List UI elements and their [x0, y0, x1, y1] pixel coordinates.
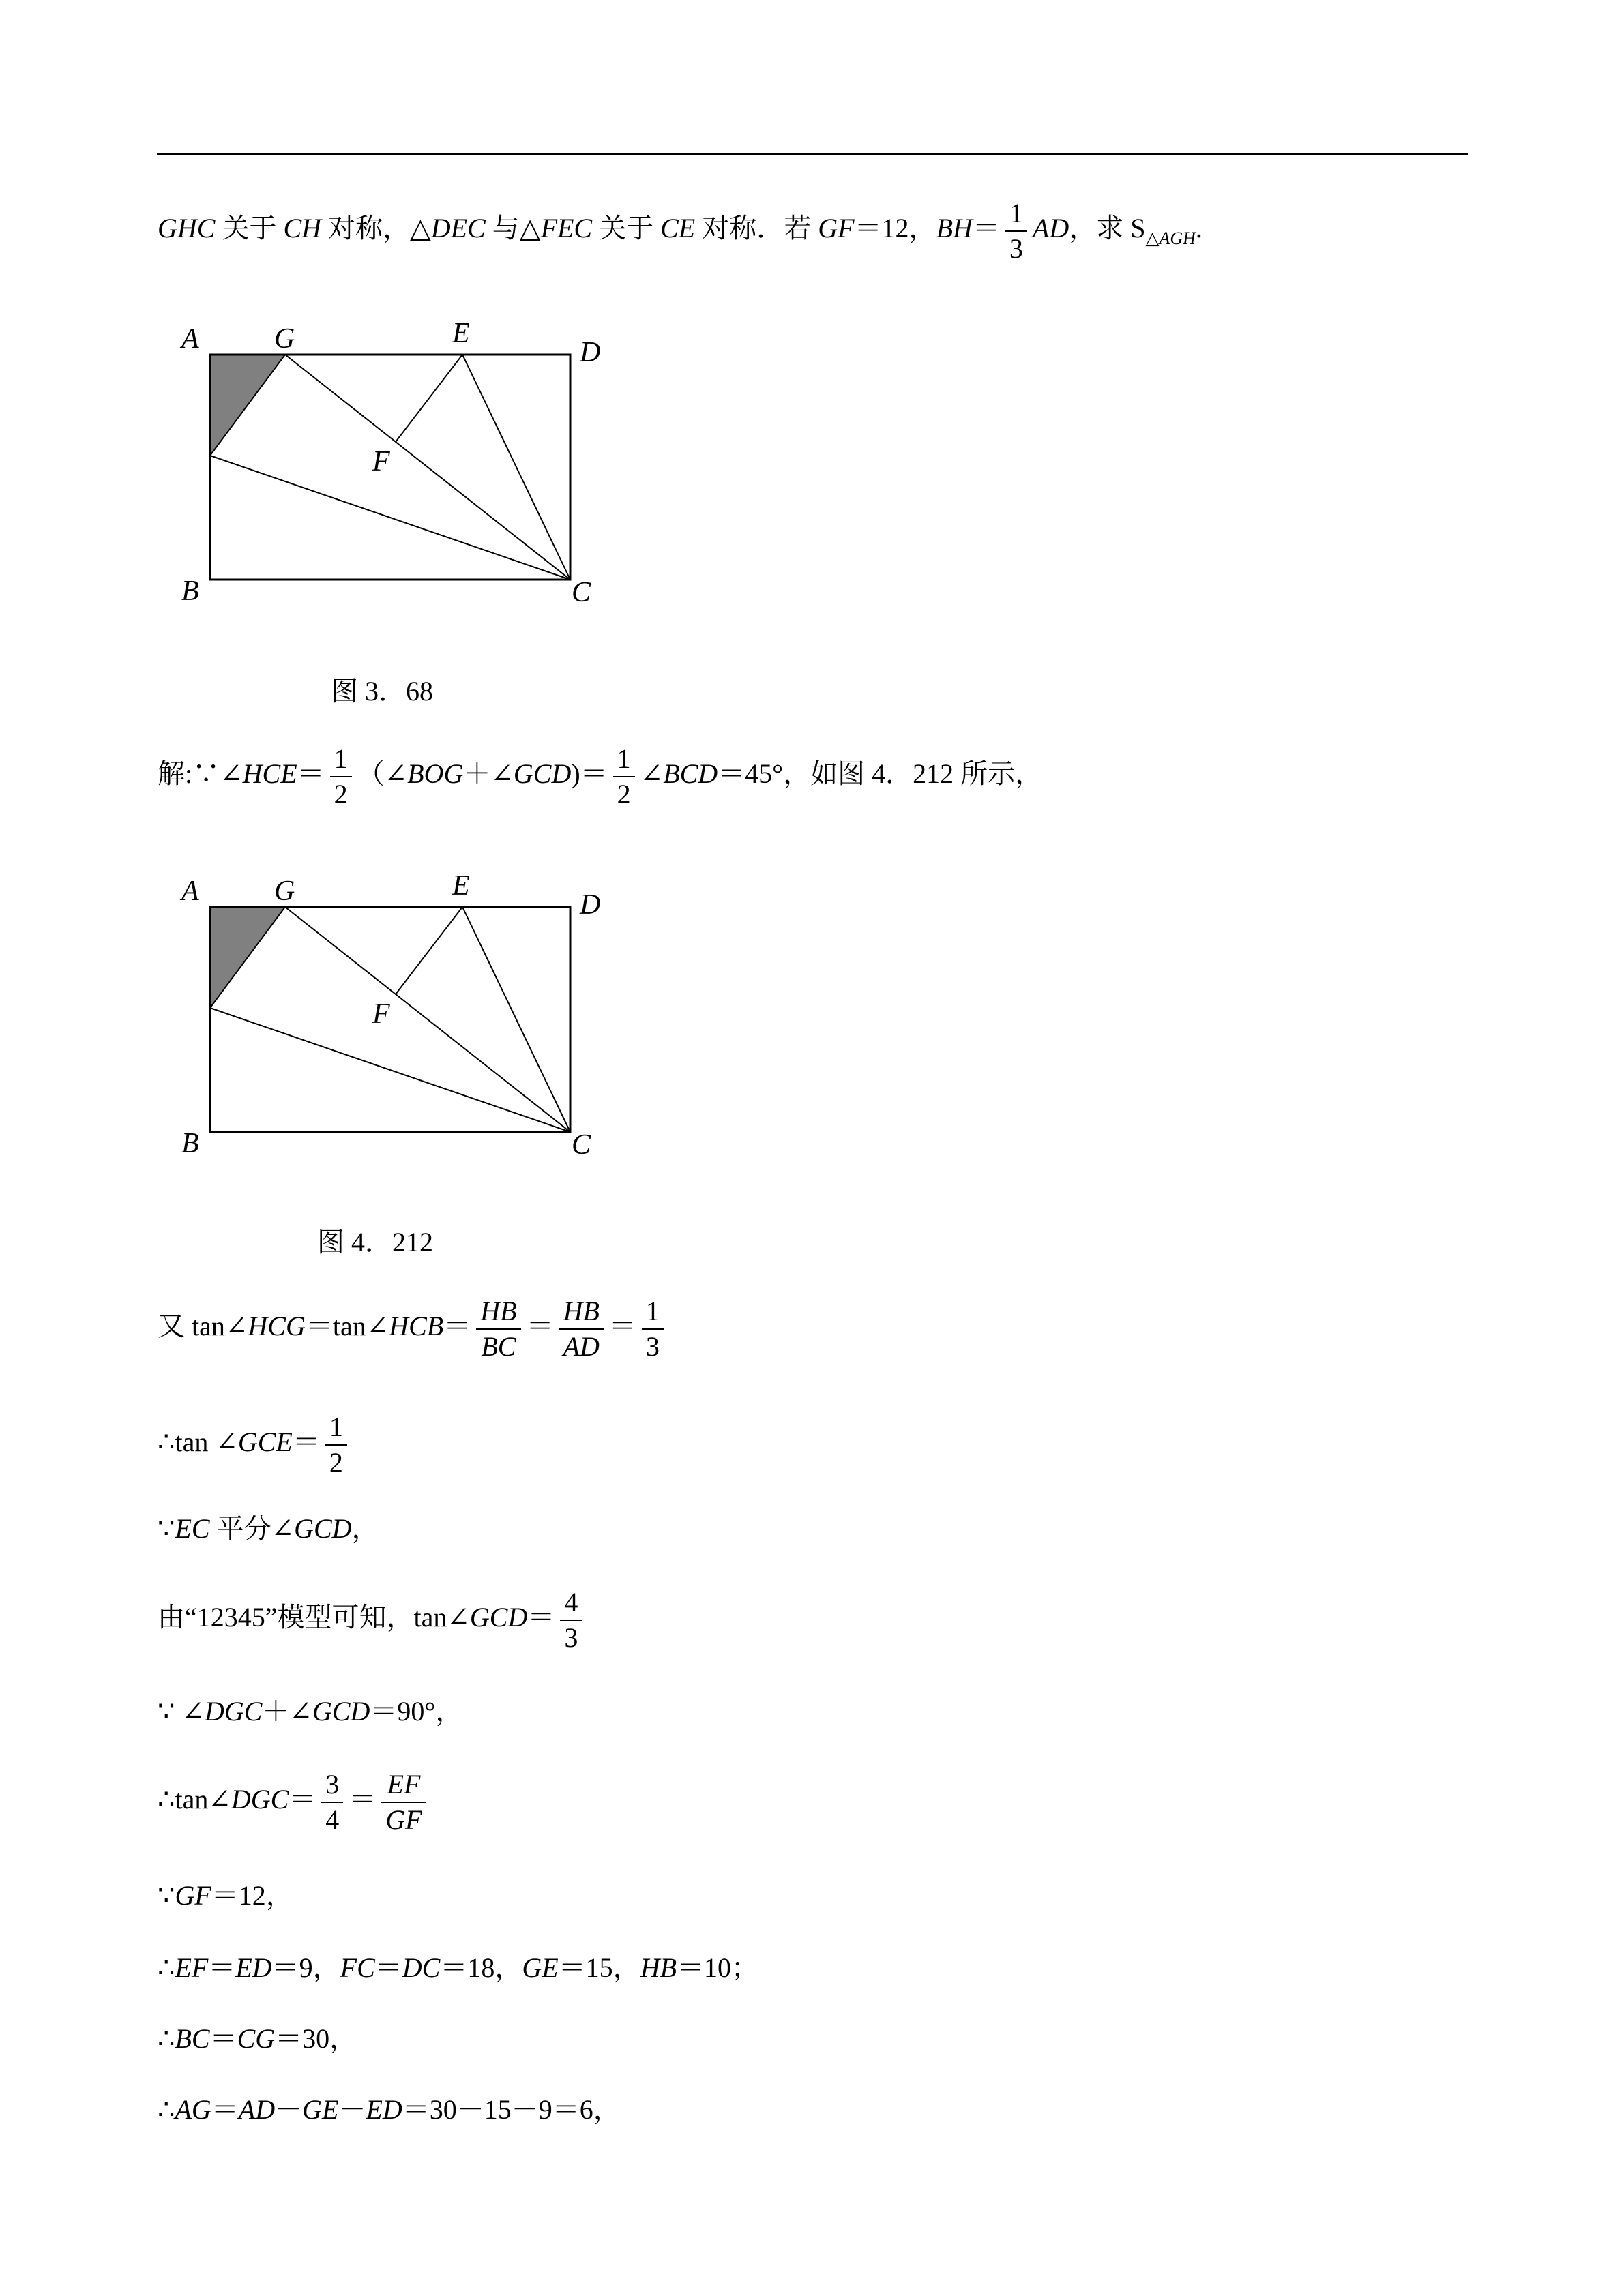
- solution-line-5: 由“12345”模型可知，tan∠GCD＝ $\frac{4}{3}$: [158, 1585, 587, 1655]
- label-g: G: [274, 323, 295, 355]
- label-e: E: [452, 320, 470, 349]
- solution-line-8: ∵GF＝12，: [158, 1880, 293, 1911]
- label-f: F: [372, 998, 390, 1030]
- label-b: B: [181, 1128, 199, 1159]
- label-f: F: [372, 446, 390, 477]
- solution-line-2: 又 tan∠HCG＝tan∠HCB＝ $\frac{HB}{BC}$ ＝ $\frac{HB}{AD}$ ＝ $\frac{1}{3}$: [158, 1294, 669, 1364]
- solution-line-9: ∴EF＝ED＝9，FC＝DC＝18，GE＝15，HB＝10；: [158, 1952, 759, 1983]
- label-g: G: [274, 876, 295, 907]
- problem-statement: GHC 关于 CH 对称，△DEC 与△FEC 关于 CE 对称．若 GF＝12，BH＝ $\frac{1}{3}$ AD，求 $S_{\triangle AGH}$.: [158, 196, 1202, 266]
- figure-3-68: [177, 320, 628, 614]
- label-c: C: [572, 1129, 591, 1161]
- label-e: E: [452, 873, 470, 901]
- solution-line-10: ∴BC＝CG＝30，: [158, 2023, 357, 2054]
- label-a: A: [181, 876, 199, 907]
- solution-line-1: 解:∵∠HCE＝ $\frac{1}{2}$ （∠BOG＋∠GCD)＝ $\frac{1}{2}$ ∠BCD＝45°，如图 4．212 所示，: [158, 743, 1043, 809]
- solution-line-7: ∴tan∠DGC＝ $\frac{3}{4}$ ＝ $\frac{EF}{GF}$: [158, 1768, 432, 1837]
- header-rule: [157, 153, 1468, 155]
- label-c: C: [572, 577, 591, 608]
- fraction-one-third: $\frac{1}{3}$: [1005, 196, 1027, 266]
- solution-line-11: ∴AG＝AD－GE－ED＝30－15－9＝6，: [158, 2094, 621, 2125]
- label-b: B: [181, 576, 199, 607]
- label-a: A: [181, 323, 199, 355]
- caption-figure-3-68: 图 3．68: [331, 676, 433, 706]
- label-d: D: [580, 337, 601, 368]
- solution-line-4: ∵EC 平分∠GCD，: [158, 1513, 379, 1544]
- caption-figure-4-212: 图 4．212: [317, 1227, 433, 1257]
- figure-4-212: [177, 873, 628, 1166]
- solution-line-3: ∴tan ∠GCE＝ $\frac{1}{2}$: [158, 1410, 353, 1480]
- label-d: D: [580, 889, 601, 921]
- solution-line-6: ∵ ∠DGC＋∠GCD＝90°，: [158, 1696, 463, 1727]
